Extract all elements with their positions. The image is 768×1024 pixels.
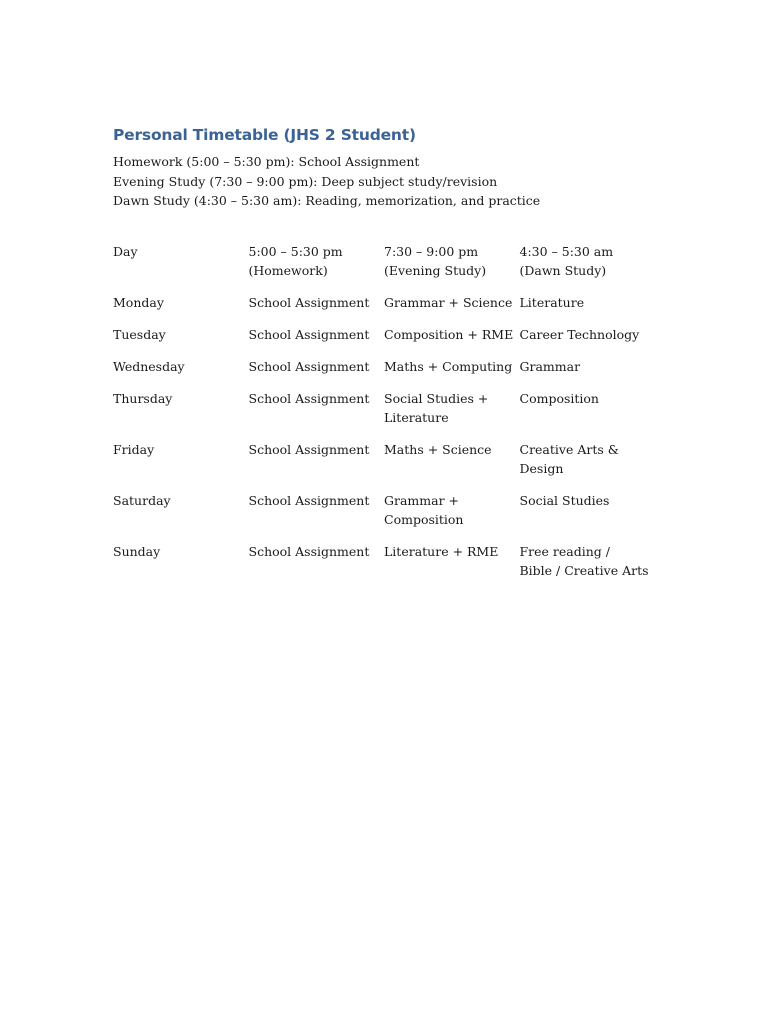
cell-text: Career Technology [519,326,640,342]
cell-text: Sunday [113,543,161,559]
evening-cell [384,325,520,357]
cell-text: Maths + Science [384,441,492,457]
table-row [113,491,657,542]
table-row [113,325,657,357]
cell-text: Bible / Creative Arts [519,562,649,578]
table-row [113,293,657,325]
header-homework [249,242,385,293]
cell-text: Friday [113,441,155,457]
timetable-body [113,293,657,593]
header-dawn-study [520,242,658,293]
cell-text: Literature + RME [384,543,499,559]
cell-text: Composition + RME [384,326,514,342]
day-cell [113,293,249,325]
cell-text: School Assignment [248,358,370,374]
day-cell [113,325,249,357]
cell-text: Monday [113,294,164,310]
timetable [113,242,657,593]
cell-text: School Assignment [248,492,370,508]
cell-text: Free reading / [519,543,610,559]
intro-evening-study-line: Evening Study (7:30 – 9:00 pm): Deep subject study/revision [113,173,498,189]
cell-text: Grammar [519,358,581,374]
evening-cell [384,491,520,542]
cell-text: School Assignment [248,390,370,406]
cell-text: Wednesday [113,358,185,374]
document-page [113,124,673,593]
header-dawn-time: 4:30 – 5:30 am [519,243,614,259]
cell-text: Social Studies [519,492,610,508]
intro-block [113,152,673,211]
evening-cell [384,389,520,440]
header-day-label: Day [113,243,138,259]
header-dawn-label: (Dawn Study) [519,262,607,278]
cell-text: Saturday [113,492,171,508]
cell-text: Creative Arts & [519,441,619,457]
dawn-cell [520,325,658,357]
cell-text: Literature [519,294,585,310]
evening-cell [384,357,520,389]
cell-text: Tuesday [113,326,166,342]
dawn-cell [520,542,658,593]
cell-text: Design [519,460,564,476]
header-homework-time: 5:00 – 5:30 pm [248,243,343,259]
cell-text: School Assignment [248,441,370,457]
cell-text: Grammar + Science [384,294,513,310]
intro-dawn-study-line: Dawn Study (4:30 – 5:30 am): Reading, memorization, and practice [113,193,541,208]
day-cell [113,389,249,440]
homework-cell [249,293,385,325]
cell-text: Maths + Computing [384,358,513,374]
cell-text: Composition [384,511,464,527]
cell-text: Thursday [113,390,173,406]
cell-text: School Assignment [248,543,370,559]
day-cell [113,491,249,542]
homework-cell [249,357,385,389]
cell-text: School Assignment [248,326,370,342]
cell-text: Grammar + [384,492,459,508]
evening-cell [384,293,520,325]
table-row [113,542,657,593]
header-evening-time: 7:30 – 9:00 pm [384,243,479,259]
day-cell [113,440,249,491]
dawn-cell [520,440,658,491]
header-row [113,242,657,293]
cell-text: Social Studies + [384,390,489,406]
day-cell [113,357,249,389]
dawn-cell [520,389,658,440]
timetable-header [113,242,657,293]
table-row [113,389,657,440]
homework-cell [249,440,385,491]
day-cell [113,542,249,593]
dawn-cell [520,293,658,325]
intro-homework-line: Homework (5:00 – 5:30 pm): School Assignment [113,154,420,169]
evening-cell [384,440,520,491]
header-homework-label: (Homework) [248,262,328,278]
table-row [113,440,657,491]
header-day [113,242,249,293]
homework-cell [249,491,385,542]
cell-text: Composition [519,390,599,406]
header-evening-study [384,242,520,293]
dawn-cell [520,491,658,542]
table-row [113,357,657,389]
evening-cell [384,542,520,593]
document-title: Personal Timetable (JHS 2 Student) [113,126,416,144]
homework-cell [249,325,385,357]
header-evening-label: (Evening Study) [384,262,487,278]
cell-text: Literature [384,409,449,425]
dawn-cell [520,357,658,389]
cell-text: School Assignment [248,294,370,310]
homework-cell [249,542,385,593]
homework-cell [249,389,385,440]
